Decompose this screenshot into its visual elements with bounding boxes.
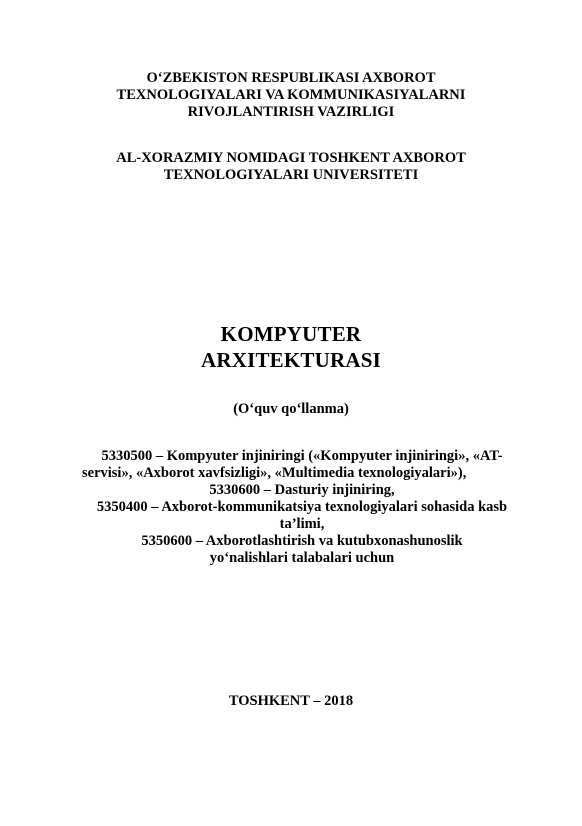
programs-list [82, 448, 522, 567]
ministry-line-3: RIVOJLANTIRISH VAZIRLIGI [187, 104, 395, 120]
program-line-3: 5330600 – Dasturiy injiniring, [209, 482, 395, 498]
university-line-1: AL-XORAZMIY NOMIDAGI TOSHKENT AXBOROT [116, 150, 466, 166]
program-line-6: 5350600 – Axborotlashtirish va kutubxonashunoslik [141, 533, 463, 549]
city-year-footer: TOSHKENT – 2018 [228, 693, 354, 709]
document-title [60, 321, 522, 373]
title-line-1: KOMPYUTER [220, 322, 362, 346]
university-line-2: TEXNOLOGIYALARI UNIVERSITETI [163, 167, 419, 183]
document-subtitle: (O‘quv qo‘llanma) [233, 401, 349, 417]
program-line-2: servisi», «Axborot xavfsizligi», «Multimedia texnologiyalari»), [82, 465, 467, 481]
ministry-heading [60, 70, 522, 121]
program-line-5: ta’limi, [279, 516, 325, 532]
program-line-7: yo‘nalishlari talabalari uchun [209, 550, 395, 566]
program-line-4: 5350400 – Axborot-kommunikatsiya texnologiyalari sohasida kasb [96, 499, 508, 515]
program-line-1: 5330500 – Kompyuter injiniringi («Kompyuter injiniringi», «AT- [101, 448, 503, 464]
title-line-2: ARXITEKTURASI [201, 348, 381, 372]
ministry-line-2: TEXNOLOGIYALARI VA KOMMUNIKASIYALARNI [116, 87, 466, 103]
university-heading [60, 150, 522, 184]
ministry-line-1: O‘ZBEKISTON RESPUBLIKASI AXBOROT [146, 70, 436, 86]
